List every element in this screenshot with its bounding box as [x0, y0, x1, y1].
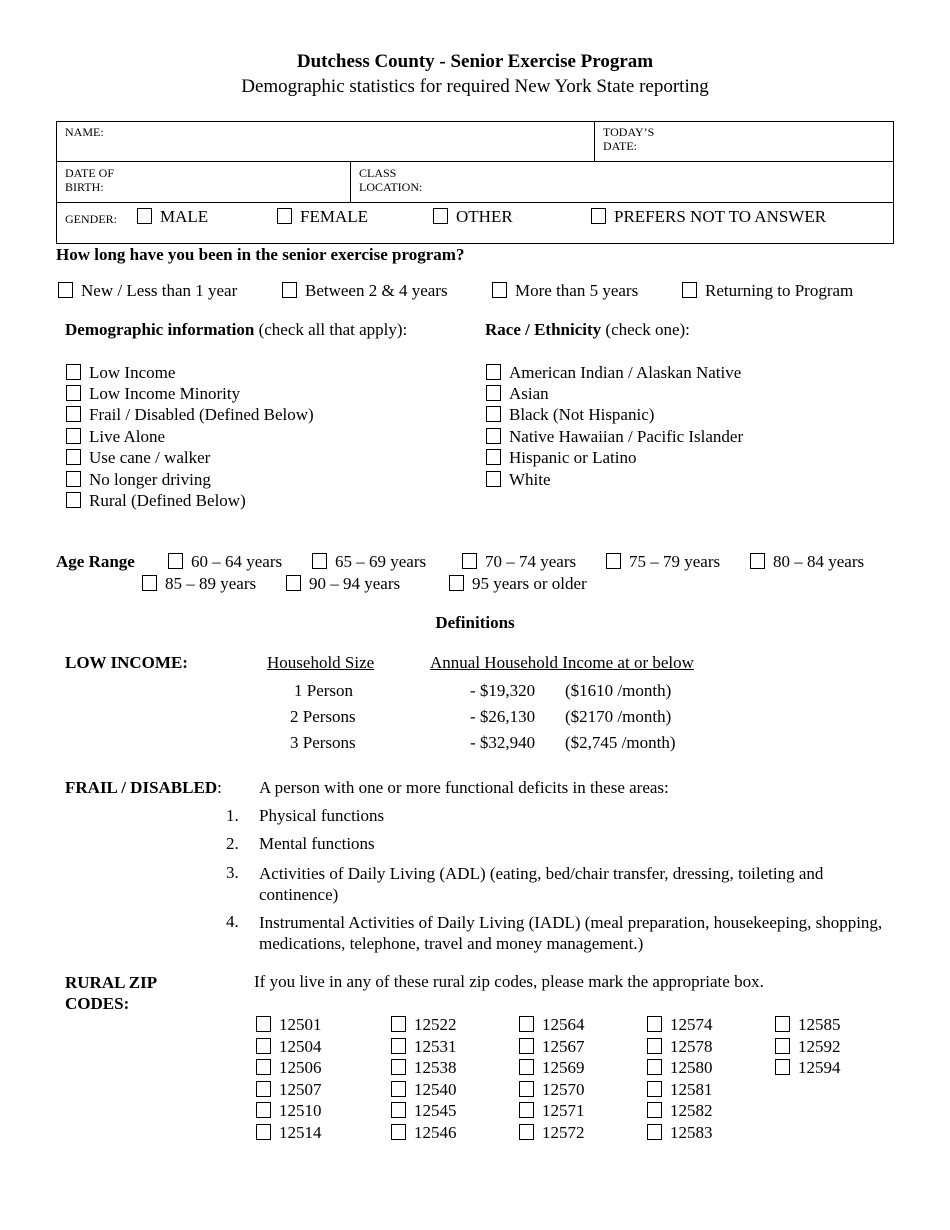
checkbox[interactable]	[449, 575, 464, 591]
demo-option-cane[interactable]: Use cane / walker	[66, 448, 210, 468]
gender-option-female[interactable]: FEMALE	[277, 207, 368, 227]
checkbox[interactable]	[647, 1016, 662, 1032]
zip-option[interactable]	[256, 1037, 322, 1057]
zip-option[interactable]	[519, 1101, 585, 1121]
checkbox[interactable]	[433, 208, 448, 224]
frail-item-num: 1.	[226, 806, 239, 825]
zip-code-label: 12546	[414, 1123, 457, 1142]
household-income-1: - $19,320	[470, 681, 536, 700]
zip-code-label: 12540	[414, 1080, 457, 1099]
checkbox[interactable]	[391, 1081, 406, 1097]
form-border-row2	[56, 202, 894, 203]
checkbox[interactable]	[312, 553, 327, 569]
zip-code-label: 12567	[542, 1037, 585, 1056]
page-title: Dutchess County - Senior Exercise Program	[296, 51, 654, 72]
zip-option[interactable]	[519, 1080, 585, 1100]
age-option-90-94[interactable]: 90 – 94 years	[286, 574, 400, 594]
age-option-65-69[interactable]: 65 – 69 years	[312, 552, 426, 572]
checkbox[interactable]	[66, 364, 81, 380]
household-size-3: 3 Persons	[290, 733, 356, 752]
household-monthly-3: ($2,745 /month)	[565, 733, 676, 752]
zip-option[interactable]	[256, 1058, 322, 1078]
checkbox[interactable]	[519, 1124, 534, 1140]
checkbox[interactable]	[277, 208, 292, 224]
checkbox[interactable]	[256, 1124, 271, 1140]
zip-option[interactable]	[519, 1015, 585, 1035]
household-size-2: 2 Persons	[290, 707, 356, 726]
zip-code-label: 12582	[670, 1101, 713, 1120]
gender-option-prefers-not[interactable]: PREFERS NOT TO ANSWER	[591, 207, 826, 227]
form-border-row1	[56, 161, 894, 162]
household-monthly-1: ($1610 /month)	[565, 681, 672, 700]
zip-code-label: 12581	[670, 1080, 713, 1099]
frail-label: FRAIL / DISABLED:	[65, 778, 222, 797]
demo-option-frail[interactable]: Frail / Disabled (Defined Below)	[66, 405, 314, 425]
demo-option-rural[interactable]: Rural (Defined Below)	[66, 491, 246, 511]
gender-option-male[interactable]: MALE	[137, 207, 208, 227]
zip-option[interactable]	[391, 1080, 457, 1100]
checkbox[interactable]	[647, 1081, 662, 1097]
income-header: Annual Household Income at or below	[430, 653, 694, 672]
zip-code-label: 12510	[279, 1101, 322, 1120]
zip-option[interactable]	[647, 1037, 713, 1057]
demo-option-no-driving[interactable]: No longer driving	[66, 470, 211, 490]
tenure-option-5plus[interactable]: More than 5 years	[492, 281, 638, 301]
zip-option[interactable]	[391, 1101, 457, 1121]
checkbox[interactable]	[519, 1102, 534, 1118]
checkbox[interactable]	[486, 428, 501, 444]
household-monthly-2: ($2170 /month)	[565, 707, 672, 726]
demo-option-low-income-minority[interactable]: Low Income Minority	[66, 384, 240, 404]
checkbox[interactable]	[606, 553, 621, 569]
zip-option[interactable]	[647, 1058, 713, 1078]
form-border-right	[893, 121, 894, 244]
checkbox[interactable]	[682, 282, 697, 298]
frail-intro: A person with one or more functional deficits in these areas:	[259, 778, 669, 797]
checkbox[interactable]	[391, 1016, 406, 1032]
frail-item-num: 3.	[226, 863, 239, 882]
zip-option[interactable]	[256, 1015, 322, 1035]
race-option-american-indian[interactable]: American Indian / Alaskan Native	[486, 363, 741, 383]
checkbox[interactable]	[775, 1016, 790, 1032]
checkbox[interactable]	[391, 1124, 406, 1140]
zip-code-label: 12545	[414, 1101, 457, 1120]
gender-option-other[interactable]: OTHER	[433, 207, 513, 227]
zip-code-label: 12501	[279, 1015, 322, 1034]
household-income-3: - $32,940	[470, 733, 536, 752]
frail-item-num: 2.	[226, 834, 239, 853]
race-option-black[interactable]: Black (Not Hispanic)	[486, 405, 654, 425]
age-option-75-79[interactable]: 75 – 79 years	[606, 552, 720, 572]
checkbox[interactable]	[66, 449, 81, 465]
checkbox[interactable]	[647, 1038, 662, 1054]
zip-code-label: 12594	[798, 1058, 841, 1077]
checkbox[interactable]	[137, 208, 152, 224]
form-border-bottom	[56, 243, 894, 244]
age-option-85-89[interactable]: 85 – 89 years	[142, 574, 256, 594]
zip-option[interactable]	[647, 1015, 713, 1035]
tenure-option-2-4[interactable]: Between 2 & 4 years	[282, 281, 448, 301]
checkbox[interactable]	[519, 1016, 534, 1032]
checkbox[interactable]	[486, 406, 501, 422]
checkbox[interactable]	[519, 1081, 534, 1097]
zip-option[interactable]	[256, 1080, 322, 1100]
definitions-heading: Definitions	[435, 613, 515, 632]
checkbox[interactable]	[256, 1038, 271, 1054]
checkbox[interactable]	[519, 1059, 534, 1075]
todays-date-label-2: DATE:	[603, 139, 637, 153]
rural-zip-label: RURAL ZIP CODES:	[65, 973, 158, 1013]
demographic-heading: Demographic information (check all that apply):	[65, 320, 408, 339]
race-option-white[interactable]: White	[486, 470, 551, 490]
form-border-top	[56, 121, 894, 122]
checkbox[interactable]	[486, 385, 501, 401]
name-field[interactable]	[65, 125, 104, 139]
age-range-label: Age Range	[56, 552, 135, 571]
form-border-left	[56, 121, 57, 244]
class-label-2: LOCATION:	[359, 180, 423, 194]
checkbox[interactable]	[647, 1059, 662, 1075]
zip-option[interactable]	[775, 1037, 841, 1057]
checkbox[interactable]	[66, 406, 81, 422]
checkbox[interactable]	[66, 385, 81, 401]
frail-item-text: Instrumental Activities of Daily Living (IADL) (meal preparation, housekeeping, shopping, medications, telephone, travel and money management.)	[259, 913, 883, 953]
age-option-80-84[interactable]: 80 – 84 years	[750, 552, 864, 572]
gender-label: GENDER:	[65, 212, 117, 226]
dob-field[interactable]	[65, 166, 114, 194]
checkbox[interactable]	[168, 553, 183, 569]
frail-item-text: Activities of Daily Living (ADL) (eating, bed/chair transfer, dressing, toileting and continence)	[259, 864, 824, 904]
low-income-label: LOW INCOME:	[65, 653, 188, 672]
checkbox[interactable]	[775, 1038, 790, 1054]
race-option-hispanic[interactable]: Hispanic or Latino	[486, 448, 636, 468]
zip-code-label: 12574	[670, 1015, 713, 1034]
checkbox[interactable]	[391, 1102, 406, 1118]
zip-code-label: 12531	[414, 1037, 457, 1056]
zip-code-label: 12580	[670, 1058, 713, 1077]
checkbox[interactable]	[286, 575, 301, 591]
checkbox[interactable]	[256, 1081, 271, 1097]
zip-option[interactable]	[519, 1123, 585, 1143]
zip-code-label: 12504	[279, 1037, 322, 1056]
zip-code-label: 12564	[542, 1015, 585, 1034]
form-divider-date	[594, 121, 595, 162]
zip-code-label: 12570	[542, 1080, 585, 1099]
race-heading: Race / Ethnicity (check one):	[485, 320, 690, 339]
demo-option-live-alone[interactable]: Live Alone	[66, 427, 165, 447]
zip-option[interactable]	[647, 1123, 713, 1143]
checkbox[interactable]	[486, 364, 501, 380]
household-income-2: - $26,130	[470, 707, 536, 726]
demo-option-low-income[interactable]: Low Income	[66, 363, 175, 383]
household-size-1: 1 Person	[294, 681, 354, 700]
name-label: NAME:	[65, 125, 104, 139]
zip-code-label: 12585	[798, 1015, 841, 1034]
zip-option[interactable]	[256, 1123, 322, 1143]
zip-option[interactable]	[391, 1037, 457, 1057]
zip-option[interactable]	[256, 1101, 322, 1121]
zip-option[interactable]	[647, 1080, 713, 1100]
frail-item-num: 4.	[226, 912, 239, 931]
todays-date-label-1: TODAY’S	[603, 125, 655, 139]
zip-option[interactable]	[775, 1058, 841, 1078]
checkbox[interactable]	[256, 1016, 271, 1032]
checkbox[interactable]	[66, 492, 81, 508]
checkbox[interactable]	[647, 1102, 662, 1118]
frail-item-text: Physical functions	[259, 806, 385, 825]
zip-code-label: 12514	[279, 1123, 322, 1142]
checkbox[interactable]	[391, 1038, 406, 1054]
checkbox[interactable]	[58, 282, 73, 298]
zip-code-label: 12572	[542, 1123, 585, 1142]
zip-option[interactable]	[519, 1058, 585, 1078]
race-option-asian[interactable]: Asian	[486, 384, 549, 404]
frail-item-text: Mental functions	[259, 834, 375, 853]
zip-code-label: 12569	[542, 1058, 585, 1077]
zip-code-label: 12578	[670, 1037, 713, 1056]
checkbox[interactable]	[391, 1059, 406, 1075]
class-location-field[interactable]	[359, 166, 422, 194]
zip-option[interactable]	[519, 1037, 585, 1057]
checkbox[interactable]	[591, 208, 606, 224]
checkbox[interactable]	[256, 1102, 271, 1118]
todays-date-field[interactable]	[603, 125, 654, 153]
zip-option[interactable]	[391, 1058, 457, 1078]
age-option-70-74[interactable]: 70 – 74 years	[462, 552, 576, 572]
checkbox[interactable]	[519, 1038, 534, 1054]
zip-option[interactable]	[391, 1015, 457, 1035]
checkbox[interactable]	[775, 1059, 790, 1075]
checkbox[interactable]	[282, 282, 297, 298]
checkbox[interactable]	[256, 1059, 271, 1075]
age-option-60-64[interactable]: 60 – 64 years	[168, 552, 282, 572]
checkbox[interactable]	[750, 553, 765, 569]
checkbox[interactable]	[462, 553, 477, 569]
dob-label-2: BIRTH:	[65, 180, 104, 194]
zip-option[interactable]	[391, 1123, 457, 1143]
zip-code-label: 12571	[542, 1101, 585, 1120]
zip-option[interactable]	[775, 1015, 841, 1035]
checkbox[interactable]	[142, 575, 157, 591]
checkbox[interactable]	[66, 428, 81, 444]
race-option-hawaiian[interactable]: Native Hawaiian / Pacific Islander	[486, 427, 743, 447]
zip-option[interactable]	[647, 1101, 713, 1121]
page-subtitle: Demographic statistics for required New York State reporting	[241, 76, 709, 97]
zip-code-label: 12592	[798, 1037, 841, 1056]
class-label-1: CLASS	[359, 166, 397, 180]
checkbox[interactable]	[486, 449, 501, 465]
age-option-95-plus[interactable]: 95 years or older	[449, 574, 587, 594]
household-size-header: Household Size	[267, 653, 375, 672]
checkbox[interactable]	[492, 282, 507, 298]
zip-code-label: 12538	[414, 1058, 457, 1077]
tenure-option-new[interactable]: New / Less than 1 year	[58, 281, 237, 301]
checkbox[interactable]	[647, 1124, 662, 1140]
form-divider-class	[350, 161, 351, 202]
rural-intro: If you live in any of these rural zip codes, please mark the appropriate box.	[254, 972, 764, 991]
zip-code-label: 12583	[670, 1123, 713, 1142]
dob-label-1: DATE OF	[65, 166, 115, 180]
checkbox[interactable]	[486, 471, 501, 487]
zip-code-label: 12507	[279, 1080, 322, 1099]
checkbox[interactable]	[66, 471, 81, 487]
zip-code-label: 12506	[279, 1058, 322, 1077]
tenure-question: How long have you been in the senior exercise program?	[56, 245, 465, 264]
tenure-option-returning[interactable]: Returning to Program	[682, 281, 853, 301]
zip-code-label: 12522	[414, 1015, 457, 1034]
